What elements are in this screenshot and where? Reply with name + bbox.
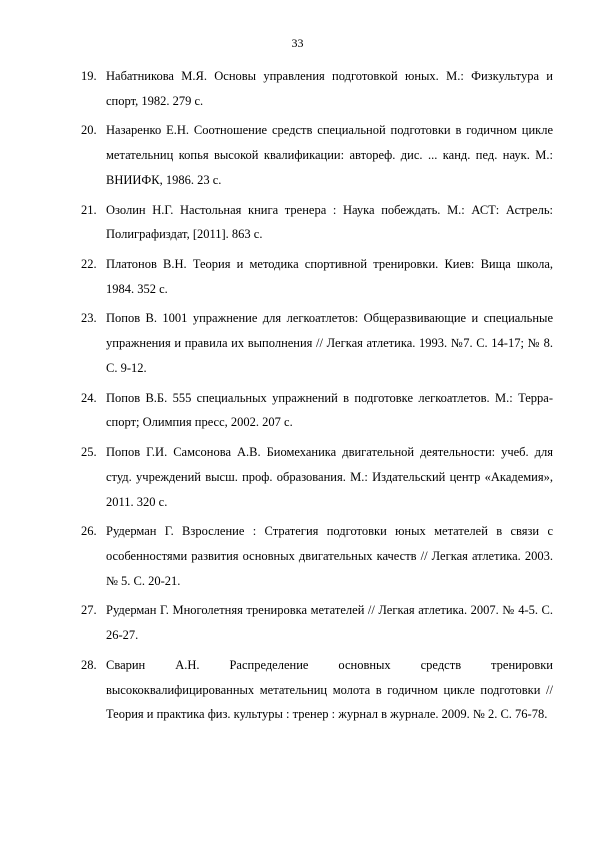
reference-number: 22.: [81, 256, 97, 271]
reference-number: 21.: [81, 202, 97, 217]
reference-item: [81, 198, 553, 248]
reference-item: [81, 598, 553, 648]
reference-number: 27.: [81, 603, 97, 618]
reference-text: Озолин Н.Г. Настольная книга тренера : Наука побеждать. М.: АСТ: Астрель: Полиграфиздат, [2011]. 863 с.: [106, 202, 553, 242]
reference-number: 26.: [81, 524, 97, 539]
reference-text: Попов Г.И. Самсонова А.В. Биомеханика двигательной деятельности: учеб. для студ. учреждений высш. проф. образования. М.: Издательский центр «Академия», 2011. 320 с.: [106, 444, 553, 509]
reference-item: [81, 519, 553, 593]
reference-item: [81, 386, 553, 436]
reference-number: 28.: [81, 657, 97, 672]
reference-item: [81, 440, 553, 514]
reference-number: 20.: [81, 123, 97, 138]
reference-number: 24.: [81, 390, 97, 405]
reference-text: Попов В.Б. 555 специальных упражнений в подготовке легкоатлетов. М.: Терра-спорт; Олимпия пресс, 2002. 207 с.: [106, 390, 553, 430]
reference-text: Назаренко Е.Н. Соотношение средств специальной подготовки в годичном цикле метательниц копья высокой квалификации: автореф. дис. ... канд. пед. наук. М.: ВНИИФК, 1986. 23 с.: [106, 123, 553, 187]
reference-text: Платонов В.Н. Теория и методика спортивной тренировки. Киев: Вища школа, 1984. 352 с.: [106, 256, 553, 296]
reference-number: 25.: [81, 444, 97, 459]
reference-item: [81, 653, 553, 727]
reference-number: 19.: [81, 69, 97, 83]
reference-item: [81, 306, 553, 380]
reference-item: [81, 252, 553, 302]
reference-item: [81, 64, 553, 114]
reference-text: Сварин А.Н. Распределение основных средств тренировки высококвалифицированных метательниц молота в годичном цикле подготовки // Теория и практика физ. культуры : тренер : журнал в журнале. 2009. № 2. С. 76-78.: [106, 657, 553, 722]
reference-list: [81, 64, 553, 732]
reference-text: Рудерман Г. Взросление : Стратегия подготовки юных метателей в связи с особенностями развития основных двигательных качеств // Легкая атлетика. 2003. № 5. С. 20-21.: [106, 524, 553, 588]
reference-number: 23.: [81, 311, 97, 326]
reference-text: Рудерман Г. Многолетняя тренировка метателей // Легкая атлетика. 2007. № 4-5. С. 26-27.: [106, 603, 553, 643]
reference-text: Попов В. 1001 упражнение для легкоатлетов: Общеразвивающие и специальные упражнения и правила их выполнения // Легкая атлетика. 1993. №7. С. 14-17; № 8. С. 9-12.: [106, 311, 553, 375]
page-number: 33: [291, 36, 304, 50]
reference-text: Набатникова М.Я. Основы управления подготовкой юных. М.: Физкультура и спорт, 1982. 279 с.: [106, 69, 553, 108]
reference-item: [81, 118, 553, 192]
